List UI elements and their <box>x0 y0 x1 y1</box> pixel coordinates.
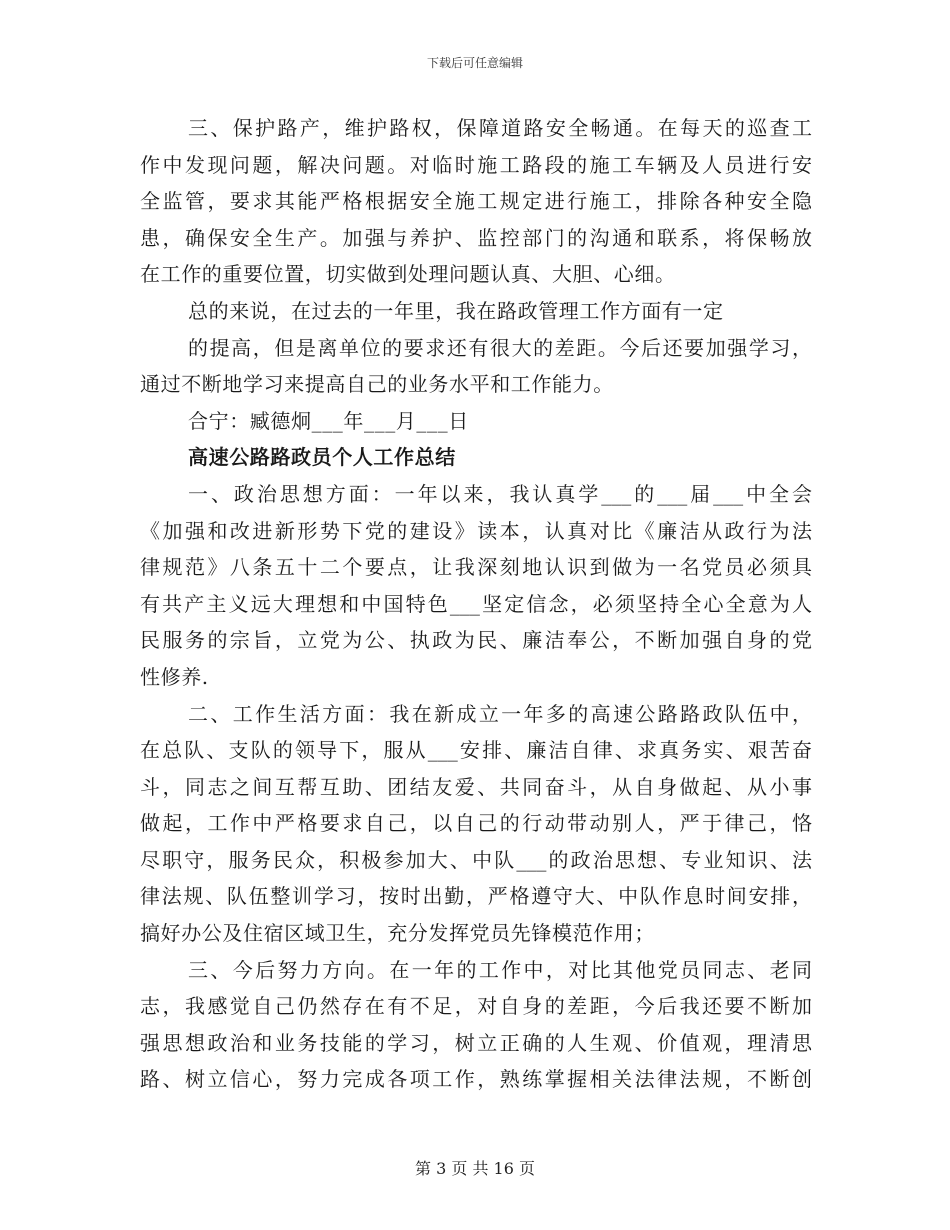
body-line: 全监管，要求其能严格根据安全施工规定进行施工，排除各种安全隐 <box>140 189 812 214</box>
body-line: 律规范》八条五十二个要点，让我深刻地认识到做为一名党员必须具 <box>140 555 812 580</box>
body-line: 性修养. <box>140 664 209 689</box>
body-line: 一、政治思想方面：一年以来，我认真学___的___届___中全会 <box>188 481 812 506</box>
body-line: 《加强和改进新形势下党的建设》读本，认真对比《廉洁从政行为法 <box>140 518 812 543</box>
body-line: 患，确保安全生产。加强与养护、监控部门的沟通和联系，将保畅放 <box>140 225 812 250</box>
section-title: 高速公路路政员个人工作总结 <box>188 445 456 470</box>
body-line: 尽职守，服务民众，积极参加大、中队___的政治思想、专业知识、法 <box>140 847 812 872</box>
body-line: 三、保护路产，维护路权，保障道路安全畅通。在每天的巡查工 <box>188 116 812 140</box>
body-line: 在总队、支队的领导下，服从___安排、廉洁自律、求真务实、艰苦奋 <box>140 738 812 763</box>
body-line: 志，我感觉自己仍然存在有不足，对自身的差距，今后我还要不断加 <box>140 994 812 1019</box>
body-line: 搞好办公及住宿区域卫生，充分发挥党员先锋模范作用； <box>140 921 655 946</box>
body-line: 二、工作生活方面：我在新成立一年多的高速公路路政队伍中， <box>188 701 812 726</box>
body-line: 总的来说，在过去的一年里，我在路政管理工作方面有一定 <box>188 298 724 323</box>
body-line: 三、今后努力方向。在一年的工作中，对比其他党员同志、老同 <box>188 957 812 982</box>
page-number-footer: 第 3 页 共 16 页 <box>415 1159 535 1178</box>
signature-line: 合宁：臧德炯___年___月___日 <box>188 408 469 433</box>
body-line: 做起，工作中严格要求自己，以自己的行动带动别人，严于律己，恪 <box>140 811 812 836</box>
body-line: 民服务的宗旨，立党为公、执政为民、廉洁奉公，不断加强自身的党 <box>140 628 812 653</box>
document-body <box>140 110 812 1098</box>
page-header-note: 下载后可任意编辑 <box>426 56 523 70</box>
body-line: 律法规、队伍整训学习，按时出勤，严格遵守大、中队作息时间安排， <box>140 884 812 909</box>
body-line: 作中发现问题，解决问题。对临时施工路段的施工车辆及人员进行安 <box>140 152 812 177</box>
body-line: 强思想政治和业务技能的学习，树立正确的人生观、价值观，理清思 <box>140 1030 812 1055</box>
body-line: 有共产主义远大理想和中国特色___坚定信念，必须坚持全心全意为人 <box>140 591 812 616</box>
body-line: 路、树立信心，努力完成各项工作，熟练掌握相关法律法规，不断创 <box>140 1067 812 1092</box>
body-line: 的提高，但是离单位的要求还有很大的差距。今后还要加强学习， <box>188 335 812 360</box>
body-line: 斗，同志之间互帮互助、团结友爱、共同奋斗，从自身做起、从小事 <box>140 774 812 799</box>
body-line: 通过不断地学习来提高自己的业务水平和工作能力。 <box>140 372 614 397</box>
body-line: 在工作的重要位置，切实做到处理问题认真、大胆、心细。 <box>140 262 676 287</box>
